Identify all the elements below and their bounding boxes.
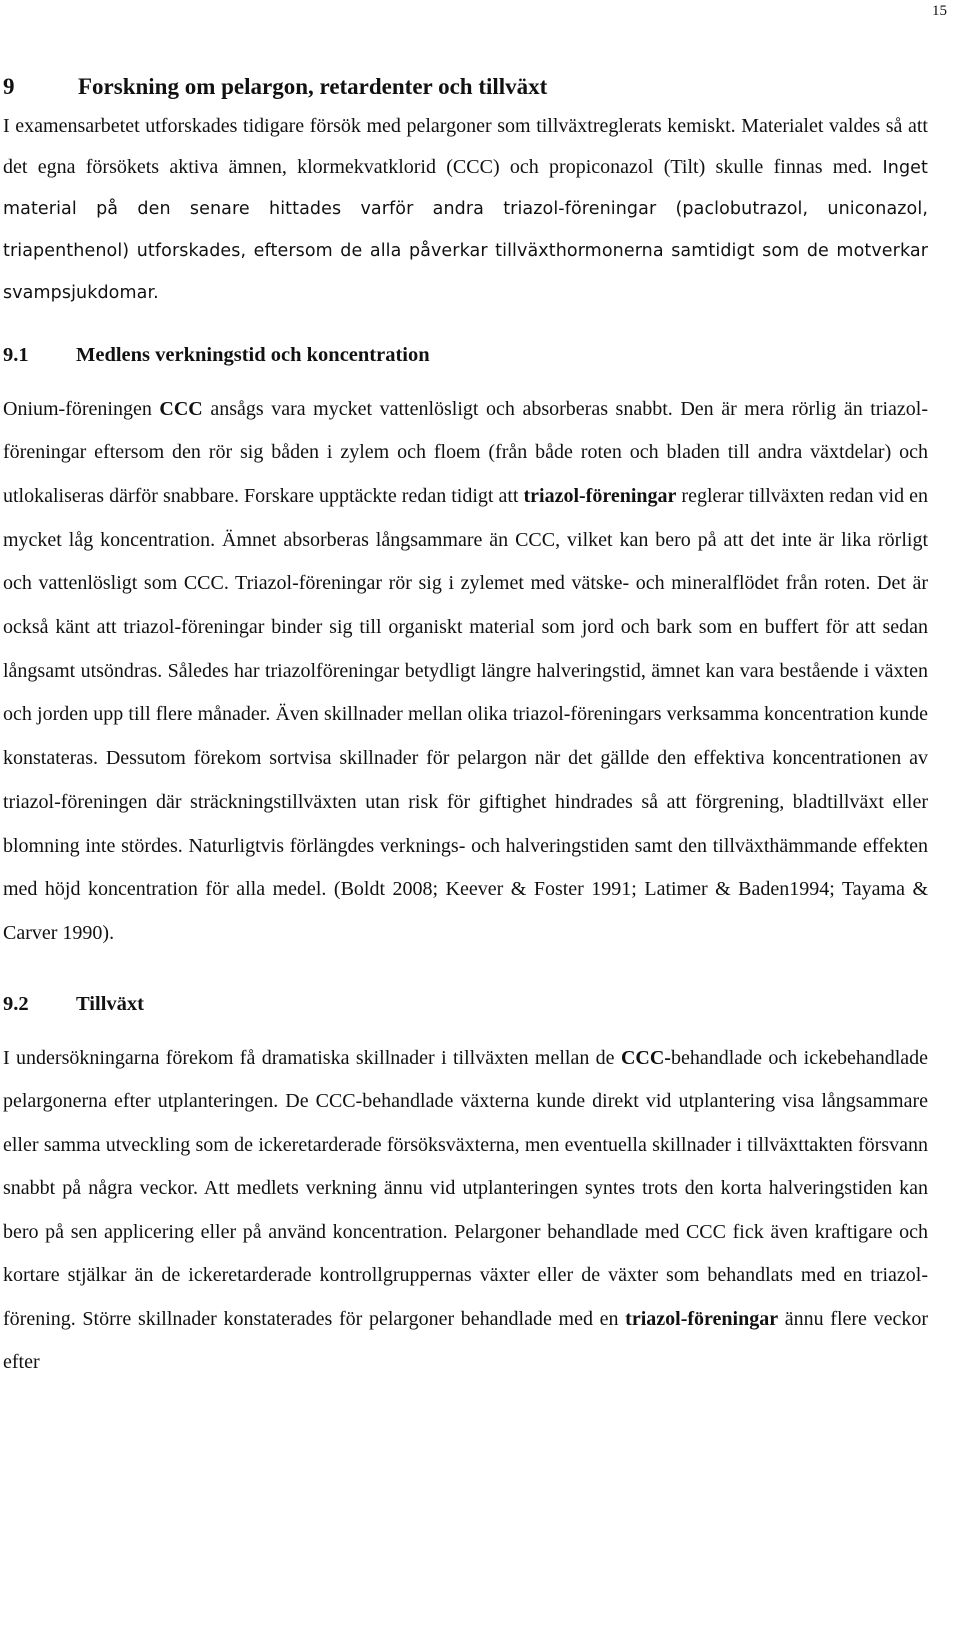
paragraph-text-sans: Inget material på den senare hittades varför andra triazol-föreningar (paclobutrazol, uniconazol, triapenthenol) utforskades, eftersom de alla påverkar tillväxthormonerna samtidigt som de motverkar svampsjukdomar. bbox=[3, 157, 928, 303]
section-heading-9 bbox=[3, 68, 928, 106]
section-heading-9-1 bbox=[3, 339, 928, 372]
paragraph-verkningstid bbox=[3, 388, 928, 956]
paragraph-text: ansågs vara mycket vattenlösligt och absorberas snabbt. Den är mera rörlig än triazol-föreningar eftersom den rör sig båden i zylem och floem (från både roten och bladen till andra växtdelar) och utlokaliseras därför snabbare. Forskare upptäckte redan tidigt att bbox=[3, 397, 928, 507]
bold-term: triazol-föreningar bbox=[625, 1307, 779, 1330]
section-heading-9-2 bbox=[3, 988, 928, 1021]
document-body bbox=[3, 68, 928, 1385]
section-number: 9.1 bbox=[3, 343, 29, 366]
bold-term: CCC- bbox=[620, 1046, 671, 1069]
paragraph-text: Onium-föreningen bbox=[3, 397, 152, 420]
paragraph-intro bbox=[3, 106, 928, 314]
page-number: 15 bbox=[932, 3, 947, 19]
section-title: Medlens verkningstid och koncentration bbox=[76, 343, 430, 366]
section-title: Tillväxt bbox=[76, 992, 144, 1015]
paragraph-text: I examensarbetet utforskades tidigare försök med pelargoner som tillväxtreglerats kemiskt. Materialet valdes så att det egna försökets aktiva ämnen, klormekvatklorid (CCC) och propiconazol (Tilt) skulle finnas med. bbox=[3, 115, 928, 178]
bold-term: CCC bbox=[159, 397, 203, 420]
paragraph-text: I undersökningarna förekom få dramatiska skillnader i tillväxten mellan de bbox=[3, 1046, 615, 1069]
paragraph-text: behandlade och ickebehandlade pelargonerna efter utplanteringen. De CCC-behandlade växterna kunde direkt vid utplantering visa långsammare eller samma utveckling som de ickeretarderade försöksväxterna, men eventuella skillnader i tillväxttakten försvann snabbt på några veckor. Att medlets verkning ännu vid utplanteringen syntes trots den korta halveringstiden kan bero på sen applicering eller på använd koncentration. Pelargoner behandlade med CCC fick även kraftigare och kortare stjälkar än de ickeretarderade kontrollgruppernas växter eller de växter som behandlats med en triazol-förening. Större skillnader konstaterades för pelargoner behandlade med en bbox=[3, 1046, 929, 1330]
section-title: Forskning om pelargon, retardenter och tillväxt bbox=[78, 74, 548, 99]
section-number: 9.2 bbox=[3, 992, 29, 1015]
paragraph-text: ännu flere veckor efter bbox=[3, 1307, 929, 1374]
bold-term: triazol-föreningar bbox=[523, 484, 677, 507]
section-number: 9 bbox=[3, 74, 15, 99]
paragraph-tillvaxt bbox=[3, 1037, 928, 1385]
paragraph-text: reglerar tillväxten redan vid en mycket låg koncentration. Ämnet absorberas långsammare än CCC, vilket kan bero på att det inte är lika rörligt och vattenlösligt som CCC. Triazol-föreningar rör sig i zylemet med vätske- och mineralflödet från roten. Det är också känt att triazol-föreningar binder sig till organiskt material som jord och bark som en buffert för att sedan långsamt utsöndras. Således har triazolföreningar betydligt längre halveringstid, ämnet kan vara bestående i växten och jorden upp till flere månader. Även skillnader mellan olika triazol-föreningars verksamma koncentration kunde konstateras. Dessutom förekom sortvisa skillnader för pelargon när det gällde den effektiva koncentrationen av triazol-föreningen där sträckningstillväxten utan risk för giftighet hindrades så att förgrening, bladtillväxt eller blomning inte stördes. Naturligtvis förlängdes verknings- och halveringstiden samt den tillväxthämmande effekten med höjd koncentration för alla medel. (Boldt 2008; Keever & Foster 1991; Latimer & Baden1994; Tayama & Carver 1990). bbox=[3, 484, 929, 944]
